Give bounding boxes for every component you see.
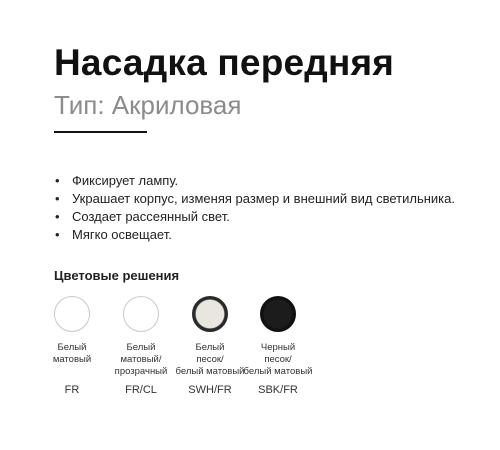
color-option-label: Белый матовый xyxy=(52,342,92,365)
bullet-icon: • xyxy=(55,209,60,224)
feature-text: Создает рассеянный свет. xyxy=(72,209,230,224)
color-option-code: FR xyxy=(64,384,80,396)
bullet-icon: • xyxy=(55,191,60,206)
feature-item xyxy=(54,172,455,190)
color-option-fr[interactable] xyxy=(32,296,112,396)
color-option-sbk-fr[interactable] xyxy=(238,296,318,396)
color-swatch xyxy=(123,296,159,332)
color-swatch xyxy=(54,296,90,332)
color-swatch xyxy=(260,296,296,332)
feature-item xyxy=(54,190,455,208)
color-option-code: SWH/FR xyxy=(188,384,232,396)
feature-list xyxy=(54,172,455,244)
color-option-label: Белый матовый/ прозрачный xyxy=(114,342,168,377)
bullet-icon: • xyxy=(55,173,60,188)
page-subtitle: Тип: Акриловая xyxy=(54,90,242,120)
color-option-fr-cl[interactable] xyxy=(101,296,181,396)
feature-text: Мягко освещает. xyxy=(72,227,172,242)
feature-text: Фиксирует лампу. xyxy=(72,173,179,188)
color-options-heading: Цветовые решения xyxy=(54,268,180,283)
color-option-label: Черный песок/ белый матовый xyxy=(243,342,313,377)
color-swatch xyxy=(192,296,228,332)
color-option-code: SBK/FR xyxy=(258,384,298,396)
page-title: Насадка передняя xyxy=(54,42,395,83)
feature-item xyxy=(54,208,455,226)
feature-text: Украшает корпус, изменяя размер и внешний вид светильника. xyxy=(72,191,455,206)
bullet-icon: • xyxy=(55,227,60,242)
color-option-code: FR/CL xyxy=(125,384,157,396)
title-divider xyxy=(54,131,147,133)
color-option-label: Белый песок/ белый матовый xyxy=(175,342,245,377)
feature-item xyxy=(54,226,455,244)
